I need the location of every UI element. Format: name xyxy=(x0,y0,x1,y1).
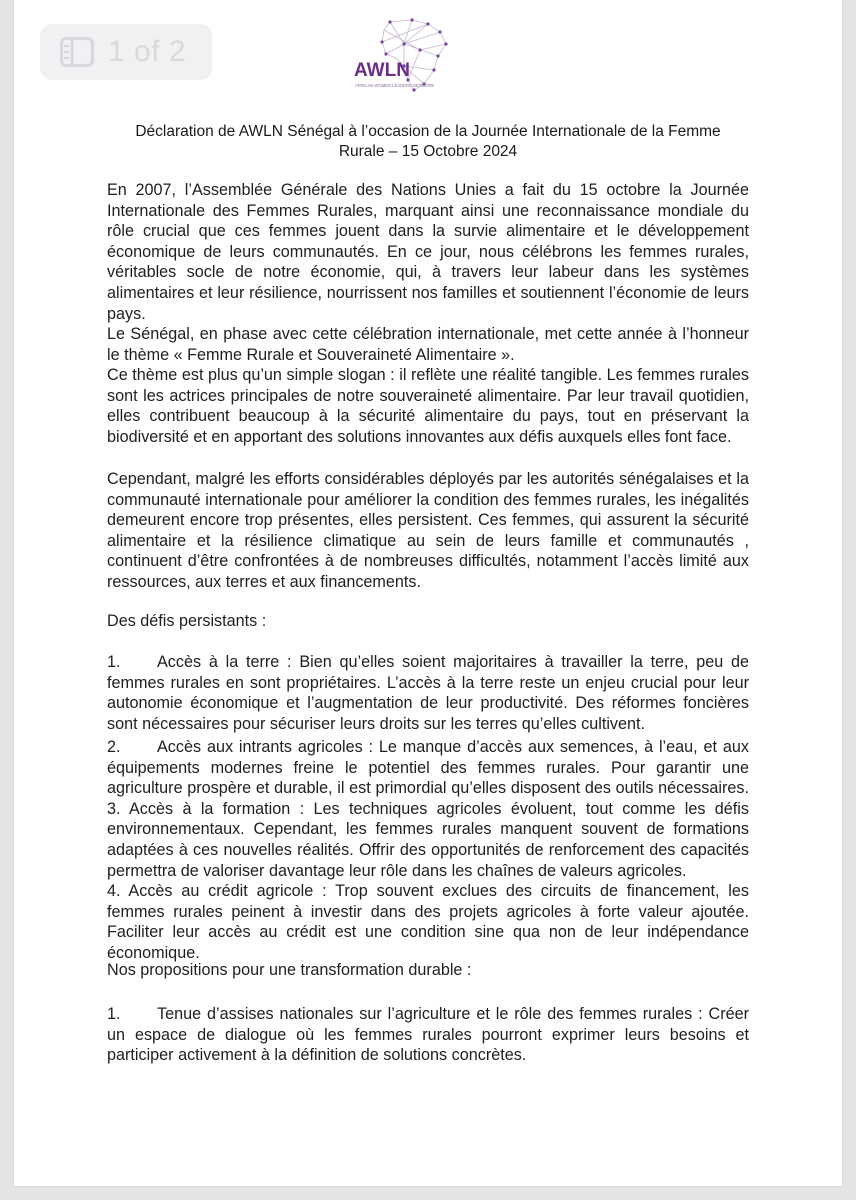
paragraph-theme xyxy=(107,324,749,448)
challenges-heading: Des défis persistants : xyxy=(107,612,267,630)
challenge-item-inputs xyxy=(107,737,749,881)
proposal-item-assises xyxy=(107,1004,749,1066)
proposals-heading: Nos propositions pour une transformation durable : xyxy=(107,961,472,979)
list-number: 1. xyxy=(107,1005,121,1023)
title-line-1: Déclaration de AWLN Sénégal à l’occasion de la Journée Internationale de la Femme xyxy=(135,123,721,140)
paragraph-however: Cependant, malgré les efforts considérables déployés par les autorités sénégalaises et la communauté internationale pour améliorer la condition des femmes rurales, les inégalités demeurent encore trop présentes, elles persistent. Ces femmes, qui assurent la sécurité alimentaire et la résilience climatique au sein de leurs famille et communautés , continuent d’être confrontées à de nombreuses difficultés, notamment l’accès limité aux ressources, aux terres et aux financements. xyxy=(107,470,749,591)
title-line-2: Rurale – 15 Octobre 2024 xyxy=(338,143,518,160)
challenge-items-inputs-training-credit xyxy=(107,737,749,964)
document-pages-icon xyxy=(60,37,94,67)
paragraph-theme-b: Ce thème est plus qu’un simple slogan : il reflète une réalité tangible. Les femmes rurales sont les actrices principales de notre souveraineté alimentaire. Par leur travail quotidien, elles contribuent beaucoup à la sécurité alimentaire du pays, tout en préservant la biodiversité et en apportant des solutions innovantes aux défis auxquels elles font face. xyxy=(107,366,749,446)
page-indicator[interactable] xyxy=(40,24,212,80)
proposal-text: Tenue d’assises nationales sur l’agriculture et le rôle des femmes rurales : Créer un espace de dialogue où les femmes rurales pourront exprimer leurs besoins et participer activement à la définition de solutions concrètes. xyxy=(107,1005,749,1065)
challenge-text: Accès aux intrants agricoles : Le manque d’accès aux semences, à l’eau, et aux équipements modernes freine le potentiel des femmes rurales. Pour garantir une agriculture prospère et durable, il est primordial qu’elles disposent des outils nécessaires. 3. Accès à la formation : Les techniques agricoles évoluent, tout comme les défis environnementaux. Cependant, les femmes rurales manquent souvent de formations adaptées à ces nouvelles réalités. Offrir des opportunités de renforcement des capacités permettra de valoriser davantage leur rôle dans les chaînes de valeurs agricoles. xyxy=(107,738,749,880)
paragraph-theme-a: Le Sénégal, en phase avec cette célébration internationale, met cette année à l’honneur le thème « Femme Rurale et Souveraineté Alimentaire ». xyxy=(107,325,749,364)
list-number: 2. xyxy=(107,738,121,756)
awln-logo xyxy=(342,14,472,106)
logo-text: AWLN xyxy=(354,60,410,81)
list-number: 1. xyxy=(107,653,121,671)
challenge-item-credit: 4. Accès au crédit agricole : Trop souvent exclues des circuits de financement, les femmes rurales peinent à investir dans des projets agricoles à forte valeur ajoutée. Faciliter leur accès au crédit est une condition sine qua non de leur indépendance économique. xyxy=(107,882,749,962)
logo-subtext: AFRICAN WOMEN LEADERS NETWORK xyxy=(355,83,435,88)
page-indicator-label: 1 of 2 xyxy=(108,35,187,68)
paragraph-intro: En 2007, l’Assemblée Générale des Nations Unies a fait du 15 octobre la Journée Internationale des Femmes Rurales, marquant ainsi une reconnaissance mondiale du rôle crucial que ces femmes jouent dans la survie alimentaire et le développement économique de leurs communautés. En ce jour, nous célébrons les femmes rurales, véritables socle de notre économie, qui, à travers leur labeur dans les systèmes alimentaires et leur résilience, nourrissent nos familles et soutiennent l’économie de leurs pays. xyxy=(107,181,749,323)
challenge-text: Accès à la terre : Bien qu’elles soient majoritaires à travailler la terre, peu de femmes rurales en sont propriétaires. L’accès à la terre reste un enjeu crucial pour leur autonomie économique et l’augmentation de leur productivité. Des réformes foncières sont nécessaires pour sécuriser leurs droits sur les terres qu’elles cultivent. xyxy=(107,653,749,733)
document-title xyxy=(100,122,756,162)
challenge-item-land xyxy=(107,652,749,734)
